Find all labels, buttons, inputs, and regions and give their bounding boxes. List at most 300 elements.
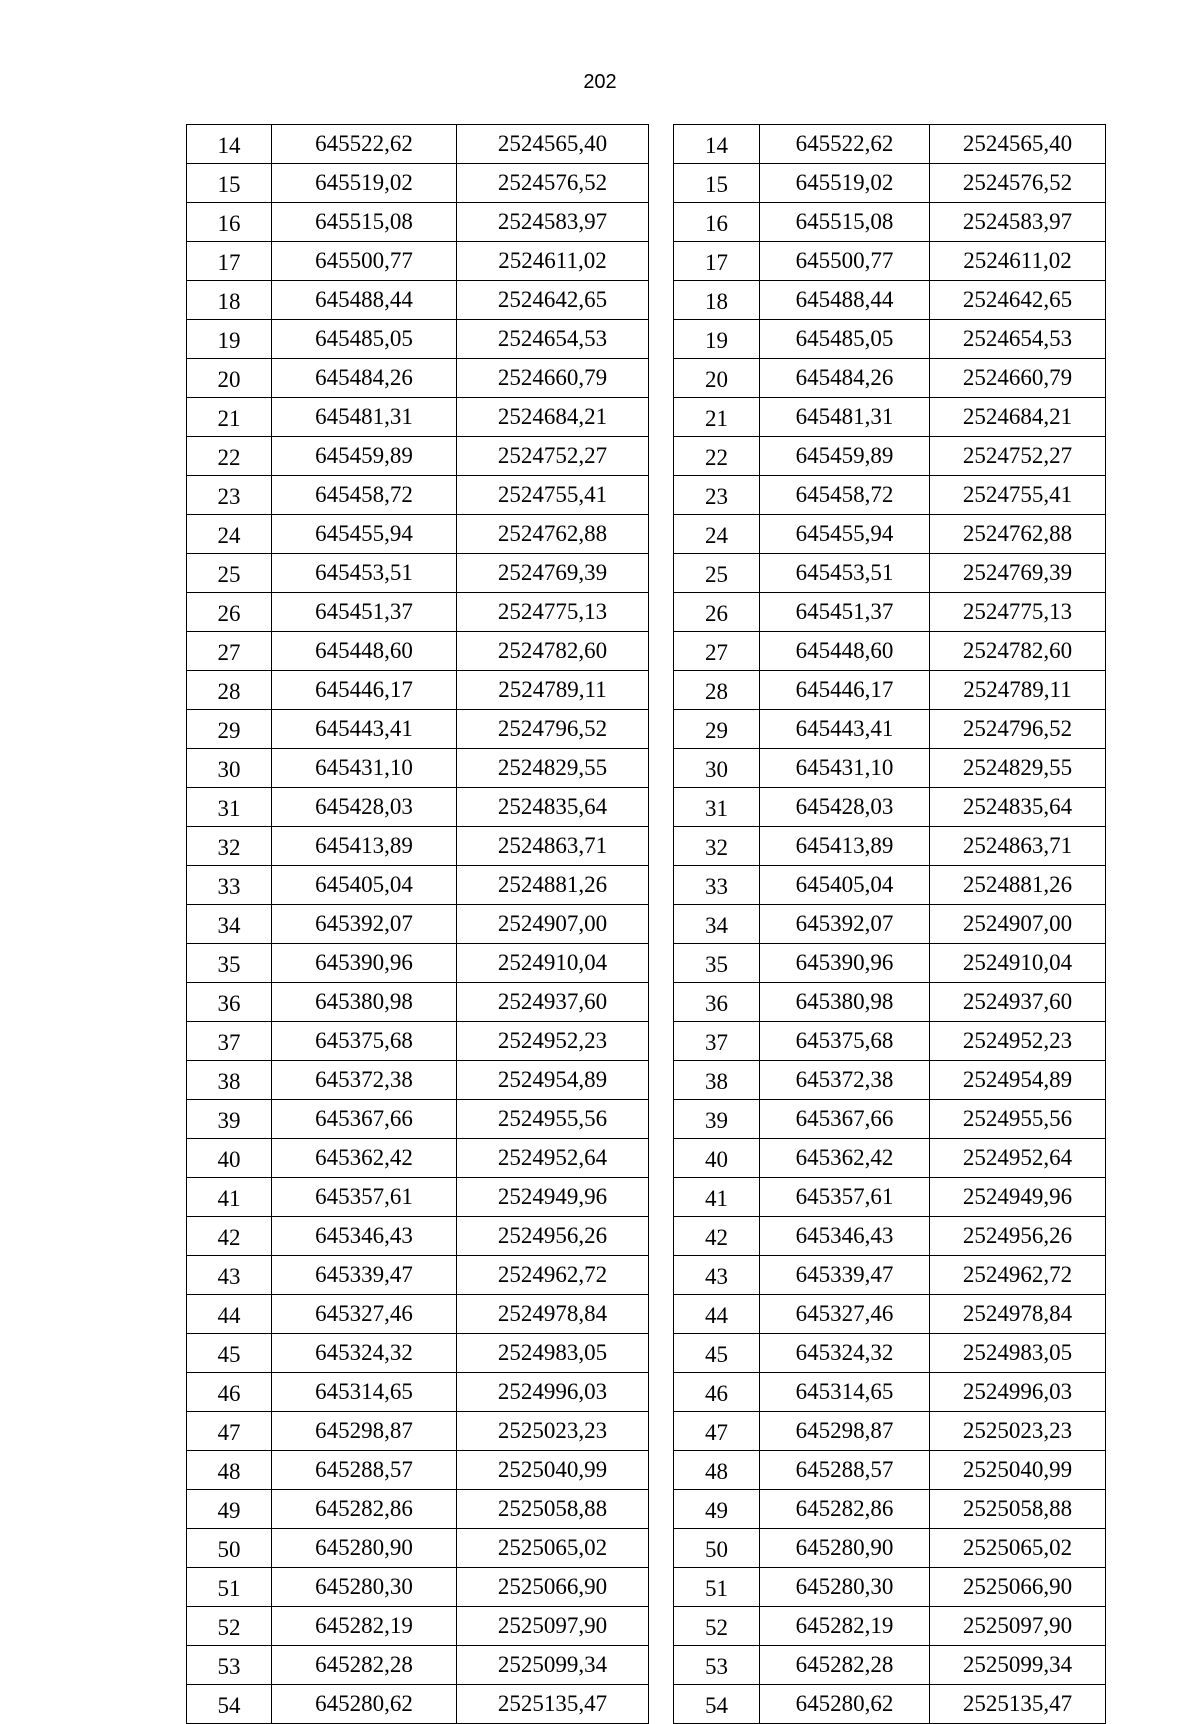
x-coordinate-cell: 645380,98 xyxy=(272,983,457,1022)
table-row xyxy=(187,1178,649,1217)
point-number-cell: 46 xyxy=(187,1373,272,1412)
x-coordinate-cell: 645500,77 xyxy=(760,242,930,281)
point-number-cell: 23 xyxy=(674,476,760,515)
x-coordinate-cell: 645375,68 xyxy=(760,1022,930,1061)
point-number-cell: 14 xyxy=(187,125,272,164)
table-row xyxy=(187,632,649,671)
table-row xyxy=(187,1100,649,1139)
point-number-cell: 39 xyxy=(674,1100,760,1139)
table-row xyxy=(187,1256,649,1295)
x-coordinate-cell: 645519,02 xyxy=(272,164,457,203)
point-number-cell: 21 xyxy=(187,398,272,437)
point-number-cell: 17 xyxy=(187,242,272,281)
y-coordinate-cell: 2524954,89 xyxy=(457,1061,649,1100)
table-row xyxy=(674,1334,1106,1373)
y-coordinate-cell: 2524654,53 xyxy=(930,320,1106,359)
x-coordinate-cell: 645288,57 xyxy=(272,1451,457,1490)
table-row xyxy=(187,593,649,632)
x-coordinate-cell: 645324,32 xyxy=(272,1334,457,1373)
table-row xyxy=(674,242,1106,281)
table-row xyxy=(187,281,649,320)
y-coordinate-cell: 2524956,26 xyxy=(930,1217,1106,1256)
x-coordinate-cell: 645459,89 xyxy=(272,437,457,476)
point-number-cell: 42 xyxy=(187,1217,272,1256)
table-row xyxy=(187,398,649,437)
x-coordinate-cell: 645392,07 xyxy=(760,905,930,944)
point-number-cell: 32 xyxy=(187,827,272,866)
point-number-cell: 38 xyxy=(187,1061,272,1100)
point-number-cell: 43 xyxy=(187,1256,272,1295)
x-coordinate-cell: 645367,66 xyxy=(760,1100,930,1139)
x-coordinate-cell: 645288,57 xyxy=(760,1451,930,1490)
point-number-cell: 45 xyxy=(187,1334,272,1373)
point-number-cell: 39 xyxy=(187,1100,272,1139)
point-number-cell: 32 xyxy=(674,827,760,866)
y-coordinate-cell: 2524829,55 xyxy=(457,749,649,788)
y-coordinate-cell: 2524769,39 xyxy=(930,554,1106,593)
y-coordinate-cell: 2524952,23 xyxy=(457,1022,649,1061)
x-coordinate-cell: 645280,62 xyxy=(760,1685,930,1724)
x-coordinate-cell: 645428,03 xyxy=(272,788,457,827)
x-coordinate-cell: 645357,61 xyxy=(272,1178,457,1217)
y-coordinate-cell: 2525099,34 xyxy=(457,1646,649,1685)
table-row xyxy=(674,320,1106,359)
point-number-cell: 35 xyxy=(187,944,272,983)
y-coordinate-cell: 2524952,64 xyxy=(930,1139,1106,1178)
point-number-cell: 41 xyxy=(674,1178,760,1217)
x-coordinate-cell: 645339,47 xyxy=(272,1256,457,1295)
point-number-cell: 25 xyxy=(674,554,760,593)
table-row xyxy=(674,1685,1106,1724)
point-number-cell: 22 xyxy=(187,437,272,476)
table-row xyxy=(674,1373,1106,1412)
y-coordinate-cell: 2524775,13 xyxy=(457,593,649,632)
y-coordinate-cell: 2525097,90 xyxy=(930,1607,1106,1646)
x-coordinate-cell: 645327,46 xyxy=(272,1295,457,1334)
point-number-cell: 28 xyxy=(674,671,760,710)
table-row xyxy=(674,1217,1106,1256)
y-coordinate-cell: 2524835,64 xyxy=(930,788,1106,827)
point-number-cell: 50 xyxy=(674,1529,760,1568)
point-number-cell: 42 xyxy=(674,1217,760,1256)
point-number-cell: 46 xyxy=(674,1373,760,1412)
x-coordinate-cell: 645522,62 xyxy=(272,125,457,164)
point-number-cell: 18 xyxy=(674,281,760,320)
x-coordinate-cell: 645357,61 xyxy=(760,1178,930,1217)
x-coordinate-cell: 645405,04 xyxy=(272,866,457,905)
x-coordinate-cell: 645481,31 xyxy=(272,398,457,437)
y-coordinate-cell: 2524611,02 xyxy=(930,242,1106,281)
x-coordinate-cell: 645515,08 xyxy=(272,203,457,242)
y-coordinate-cell: 2524565,40 xyxy=(457,125,649,164)
table-row xyxy=(674,1412,1106,1451)
table-row xyxy=(674,554,1106,593)
point-number-cell: 27 xyxy=(674,632,760,671)
y-coordinate-cell: 2524752,27 xyxy=(930,437,1106,476)
point-number-cell: 45 xyxy=(674,1334,760,1373)
table-row xyxy=(187,1061,649,1100)
y-coordinate-cell: 2524684,21 xyxy=(930,398,1106,437)
y-coordinate-cell: 2524775,13 xyxy=(930,593,1106,632)
point-number-cell: 50 xyxy=(187,1529,272,1568)
point-number-cell: 41 xyxy=(187,1178,272,1217)
table-row xyxy=(187,1451,649,1490)
x-coordinate-cell: 645458,72 xyxy=(760,476,930,515)
y-coordinate-cell: 2524978,84 xyxy=(930,1295,1106,1334)
x-coordinate-cell: 645372,38 xyxy=(760,1061,930,1100)
table-row xyxy=(674,359,1106,398)
x-coordinate-cell: 645362,42 xyxy=(272,1139,457,1178)
table-row xyxy=(187,944,649,983)
y-coordinate-cell: 2524789,11 xyxy=(930,671,1106,710)
x-coordinate-cell: 645455,94 xyxy=(272,515,457,554)
table-row xyxy=(187,320,649,359)
point-number-cell: 15 xyxy=(187,164,272,203)
table-row xyxy=(674,1256,1106,1295)
point-number-cell: 20 xyxy=(674,359,760,398)
y-coordinate-cell: 2525135,47 xyxy=(457,1685,649,1724)
point-number-cell: 24 xyxy=(674,515,760,554)
table-row xyxy=(674,437,1106,476)
x-coordinate-cell: 645282,28 xyxy=(760,1646,930,1685)
x-coordinate-cell: 645346,43 xyxy=(760,1217,930,1256)
y-coordinate-cell: 2525066,90 xyxy=(930,1568,1106,1607)
table-row xyxy=(187,983,649,1022)
coordinates-table-body xyxy=(187,125,649,1724)
table-row xyxy=(187,749,649,788)
table-row xyxy=(187,437,649,476)
table-row xyxy=(187,203,649,242)
y-coordinate-cell: 2524954,89 xyxy=(930,1061,1106,1100)
point-number-cell: 47 xyxy=(187,1412,272,1451)
y-coordinate-cell: 2524769,39 xyxy=(457,554,649,593)
x-coordinate-cell: 645324,32 xyxy=(760,1334,930,1373)
table-row xyxy=(187,1490,649,1529)
coordinates-table-right xyxy=(673,124,1106,1724)
table-row xyxy=(674,983,1106,1022)
x-coordinate-cell: 645431,10 xyxy=(760,749,930,788)
point-number-cell: 34 xyxy=(674,905,760,944)
point-number-cell: 22 xyxy=(674,437,760,476)
point-number-cell: 26 xyxy=(674,593,760,632)
point-number-cell: 17 xyxy=(674,242,760,281)
x-coordinate-cell: 645282,86 xyxy=(760,1490,930,1529)
x-coordinate-cell: 645519,02 xyxy=(760,164,930,203)
y-coordinate-cell: 2524952,64 xyxy=(457,1139,649,1178)
x-coordinate-cell: 645484,26 xyxy=(272,359,457,398)
y-coordinate-cell: 2524583,97 xyxy=(930,203,1106,242)
point-number-cell: 36 xyxy=(187,983,272,1022)
point-number-cell: 52 xyxy=(187,1607,272,1646)
y-coordinate-cell: 2524789,11 xyxy=(457,671,649,710)
point-number-cell: 51 xyxy=(187,1568,272,1607)
point-number-cell: 28 xyxy=(187,671,272,710)
table-row xyxy=(674,710,1106,749)
y-coordinate-cell: 2525058,88 xyxy=(457,1490,649,1529)
x-coordinate-cell: 645280,90 xyxy=(272,1529,457,1568)
x-coordinate-cell: 645522,62 xyxy=(760,125,930,164)
y-coordinate-cell: 2524583,97 xyxy=(457,203,649,242)
y-coordinate-cell: 2525065,02 xyxy=(930,1529,1106,1568)
y-coordinate-cell: 2524755,41 xyxy=(457,476,649,515)
point-number-cell: 48 xyxy=(674,1451,760,1490)
x-coordinate-cell: 645282,28 xyxy=(272,1646,457,1685)
y-coordinate-cell: 2524782,60 xyxy=(930,632,1106,671)
y-coordinate-cell: 2524752,27 xyxy=(457,437,649,476)
y-coordinate-cell: 2524910,04 xyxy=(457,944,649,983)
table-row xyxy=(674,671,1106,710)
x-coordinate-cell: 645515,08 xyxy=(760,203,930,242)
x-coordinate-cell: 645413,89 xyxy=(760,827,930,866)
point-number-cell: 49 xyxy=(187,1490,272,1529)
table-row xyxy=(187,1607,649,1646)
table-row xyxy=(187,710,649,749)
table-row xyxy=(187,476,649,515)
table-row xyxy=(187,1295,649,1334)
point-number-cell: 35 xyxy=(674,944,760,983)
point-number-cell: 51 xyxy=(674,1568,760,1607)
x-coordinate-cell: 645314,65 xyxy=(760,1373,930,1412)
coordinates-table-body xyxy=(674,125,1106,1724)
point-number-cell: 33 xyxy=(187,866,272,905)
y-coordinate-cell: 2524881,26 xyxy=(457,866,649,905)
point-number-cell: 48 xyxy=(187,1451,272,1490)
x-coordinate-cell: 645280,90 xyxy=(760,1529,930,1568)
x-coordinate-cell: 645282,86 xyxy=(272,1490,457,1529)
x-coordinate-cell: 645451,37 xyxy=(272,593,457,632)
y-coordinate-cell: 2524937,60 xyxy=(930,983,1106,1022)
table-row xyxy=(187,1022,649,1061)
x-coordinate-cell: 645448,60 xyxy=(272,632,457,671)
point-number-cell: 54 xyxy=(674,1685,760,1724)
x-coordinate-cell: 645372,38 xyxy=(272,1061,457,1100)
x-coordinate-cell: 645446,17 xyxy=(272,671,457,710)
table-row xyxy=(674,164,1106,203)
y-coordinate-cell: 2524660,79 xyxy=(457,359,649,398)
y-coordinate-cell: 2524863,71 xyxy=(930,827,1106,866)
table-row xyxy=(674,1178,1106,1217)
table-row xyxy=(674,1100,1106,1139)
page-number: 202 xyxy=(583,71,617,93)
x-coordinate-cell: 645282,19 xyxy=(760,1607,930,1646)
y-coordinate-cell: 2524762,88 xyxy=(457,515,649,554)
x-coordinate-cell: 645453,51 xyxy=(760,554,930,593)
y-coordinate-cell: 2525023,23 xyxy=(457,1412,649,1451)
x-coordinate-cell: 645314,65 xyxy=(272,1373,457,1412)
point-number-cell: 16 xyxy=(187,203,272,242)
y-coordinate-cell: 2524907,00 xyxy=(930,905,1106,944)
y-coordinate-cell: 2524642,65 xyxy=(457,281,649,320)
table-row xyxy=(674,749,1106,788)
x-coordinate-cell: 645443,41 xyxy=(760,710,930,749)
point-number-cell: 18 xyxy=(187,281,272,320)
table-row xyxy=(187,1529,649,1568)
point-number-cell: 30 xyxy=(674,749,760,788)
table-row xyxy=(187,515,649,554)
point-number-cell: 19 xyxy=(674,320,760,359)
point-number-cell: 27 xyxy=(187,632,272,671)
y-coordinate-cell: 2524996,03 xyxy=(930,1373,1106,1412)
point-number-cell: 19 xyxy=(187,320,272,359)
table-row xyxy=(187,905,649,944)
x-coordinate-cell: 645485,05 xyxy=(760,320,930,359)
y-coordinate-cell: 2524881,26 xyxy=(930,866,1106,905)
point-number-cell: 40 xyxy=(674,1139,760,1178)
table-row xyxy=(674,398,1106,437)
y-coordinate-cell: 2524565,40 xyxy=(930,125,1106,164)
y-coordinate-cell: 2524949,96 xyxy=(930,1178,1106,1217)
x-coordinate-cell: 645413,89 xyxy=(272,827,457,866)
point-number-cell: 34 xyxy=(187,905,272,944)
y-coordinate-cell: 2525066,90 xyxy=(457,1568,649,1607)
table-row xyxy=(674,476,1106,515)
y-coordinate-cell: 2524576,52 xyxy=(457,164,649,203)
y-coordinate-cell: 2524996,03 xyxy=(457,1373,649,1412)
y-coordinate-cell: 2524983,05 xyxy=(930,1334,1106,1373)
x-coordinate-cell: 645453,51 xyxy=(272,554,457,593)
x-coordinate-cell: 645459,89 xyxy=(760,437,930,476)
y-coordinate-cell: 2525135,47 xyxy=(930,1685,1106,1724)
point-number-cell: 52 xyxy=(674,1607,760,1646)
point-number-cell: 33 xyxy=(674,866,760,905)
table-row xyxy=(187,1373,649,1412)
table-row xyxy=(674,515,1106,554)
x-coordinate-cell: 645446,17 xyxy=(760,671,930,710)
table-row xyxy=(187,866,649,905)
point-number-cell: 31 xyxy=(187,788,272,827)
point-number-cell: 37 xyxy=(187,1022,272,1061)
x-coordinate-cell: 645339,47 xyxy=(760,1256,930,1295)
y-coordinate-cell: 2525099,34 xyxy=(930,1646,1106,1685)
y-coordinate-cell: 2524782,60 xyxy=(457,632,649,671)
y-coordinate-cell: 2524955,56 xyxy=(457,1100,649,1139)
point-number-cell: 44 xyxy=(187,1295,272,1334)
table-row xyxy=(187,125,649,164)
x-coordinate-cell: 645488,44 xyxy=(272,281,457,320)
x-coordinate-cell: 645428,03 xyxy=(760,788,930,827)
y-coordinate-cell: 2524835,64 xyxy=(457,788,649,827)
x-coordinate-cell: 645392,07 xyxy=(272,905,457,944)
x-coordinate-cell: 645362,42 xyxy=(760,1139,930,1178)
point-number-cell: 47 xyxy=(674,1412,760,1451)
table-row xyxy=(674,788,1106,827)
y-coordinate-cell: 2524952,23 xyxy=(930,1022,1106,1061)
x-coordinate-cell: 645448,60 xyxy=(760,632,930,671)
y-coordinate-cell: 2524956,26 xyxy=(457,1217,649,1256)
y-coordinate-cell: 2524907,00 xyxy=(457,905,649,944)
y-coordinate-cell: 2524962,72 xyxy=(457,1256,649,1295)
x-coordinate-cell: 645282,19 xyxy=(272,1607,457,1646)
y-coordinate-cell: 2524576,52 xyxy=(930,164,1106,203)
x-coordinate-cell: 645327,46 xyxy=(760,1295,930,1334)
point-number-cell: 16 xyxy=(674,203,760,242)
point-number-cell: 23 xyxy=(187,476,272,515)
x-coordinate-cell: 645484,26 xyxy=(760,359,930,398)
y-coordinate-cell: 2524684,21 xyxy=(457,398,649,437)
point-number-cell: 53 xyxy=(187,1646,272,1685)
y-coordinate-cell: 2524978,84 xyxy=(457,1295,649,1334)
x-coordinate-cell: 645500,77 xyxy=(272,242,457,281)
table-row xyxy=(674,905,1106,944)
y-coordinate-cell: 2524863,71 xyxy=(457,827,649,866)
table-row xyxy=(187,1217,649,1256)
table-row xyxy=(674,1490,1106,1529)
table-row xyxy=(674,944,1106,983)
table-row xyxy=(674,1139,1106,1178)
y-coordinate-cell: 2524829,55 xyxy=(930,749,1106,788)
x-coordinate-cell: 645346,43 xyxy=(272,1217,457,1256)
x-coordinate-cell: 645431,10 xyxy=(272,749,457,788)
table-row xyxy=(674,125,1106,164)
x-coordinate-cell: 645298,87 xyxy=(760,1412,930,1451)
point-number-cell: 15 xyxy=(674,164,760,203)
x-coordinate-cell: 645280,30 xyxy=(272,1568,457,1607)
point-number-cell: 37 xyxy=(674,1022,760,1061)
x-coordinate-cell: 645280,62 xyxy=(272,1685,457,1724)
table-row xyxy=(674,1061,1106,1100)
y-coordinate-cell: 2524962,72 xyxy=(930,1256,1106,1295)
y-coordinate-cell: 2524937,60 xyxy=(457,983,649,1022)
table-row xyxy=(187,242,649,281)
table-row xyxy=(187,1646,649,1685)
point-number-cell: 36 xyxy=(674,983,760,1022)
table-row xyxy=(187,1412,649,1451)
y-coordinate-cell: 2525023,23 xyxy=(930,1412,1106,1451)
y-coordinate-cell: 2524611,02 xyxy=(457,242,649,281)
table-row xyxy=(674,1295,1106,1334)
x-coordinate-cell: 645481,31 xyxy=(760,398,930,437)
table-row xyxy=(187,164,649,203)
table-row xyxy=(674,1607,1106,1646)
table-row xyxy=(187,554,649,593)
y-coordinate-cell: 2524642,65 xyxy=(930,281,1106,320)
point-number-cell: 21 xyxy=(674,398,760,437)
point-number-cell: 30 xyxy=(187,749,272,788)
table-row xyxy=(187,1334,649,1373)
y-coordinate-cell: 2524762,88 xyxy=(930,515,1106,554)
point-number-cell: 20 xyxy=(187,359,272,398)
x-coordinate-cell: 645380,98 xyxy=(760,983,930,1022)
table-row xyxy=(674,1022,1106,1061)
table-row xyxy=(674,1568,1106,1607)
point-number-cell: 14 xyxy=(674,125,760,164)
table-row xyxy=(674,593,1106,632)
y-coordinate-cell: 2524755,41 xyxy=(930,476,1106,515)
point-number-cell: 29 xyxy=(674,710,760,749)
y-coordinate-cell: 2525040,99 xyxy=(457,1451,649,1490)
y-coordinate-cell: 2524949,96 xyxy=(457,1178,649,1217)
y-coordinate-cell: 2525065,02 xyxy=(457,1529,649,1568)
point-number-cell: 26 xyxy=(187,593,272,632)
point-number-cell: 54 xyxy=(187,1685,272,1724)
table-row xyxy=(187,788,649,827)
coordinates-table-left xyxy=(186,124,649,1724)
table-row xyxy=(187,1139,649,1178)
table-row xyxy=(674,1529,1106,1568)
table-row xyxy=(187,827,649,866)
x-coordinate-cell: 645390,96 xyxy=(272,944,457,983)
table-row xyxy=(674,281,1106,320)
x-coordinate-cell: 645367,66 xyxy=(272,1100,457,1139)
point-number-cell: 31 xyxy=(674,788,760,827)
point-number-cell: 40 xyxy=(187,1139,272,1178)
point-number-cell: 53 xyxy=(674,1646,760,1685)
y-coordinate-cell: 2524660,79 xyxy=(930,359,1106,398)
point-number-cell: 43 xyxy=(674,1256,760,1295)
table-row xyxy=(187,359,649,398)
y-coordinate-cell: 2524983,05 xyxy=(457,1334,649,1373)
x-coordinate-cell: 645488,44 xyxy=(760,281,930,320)
